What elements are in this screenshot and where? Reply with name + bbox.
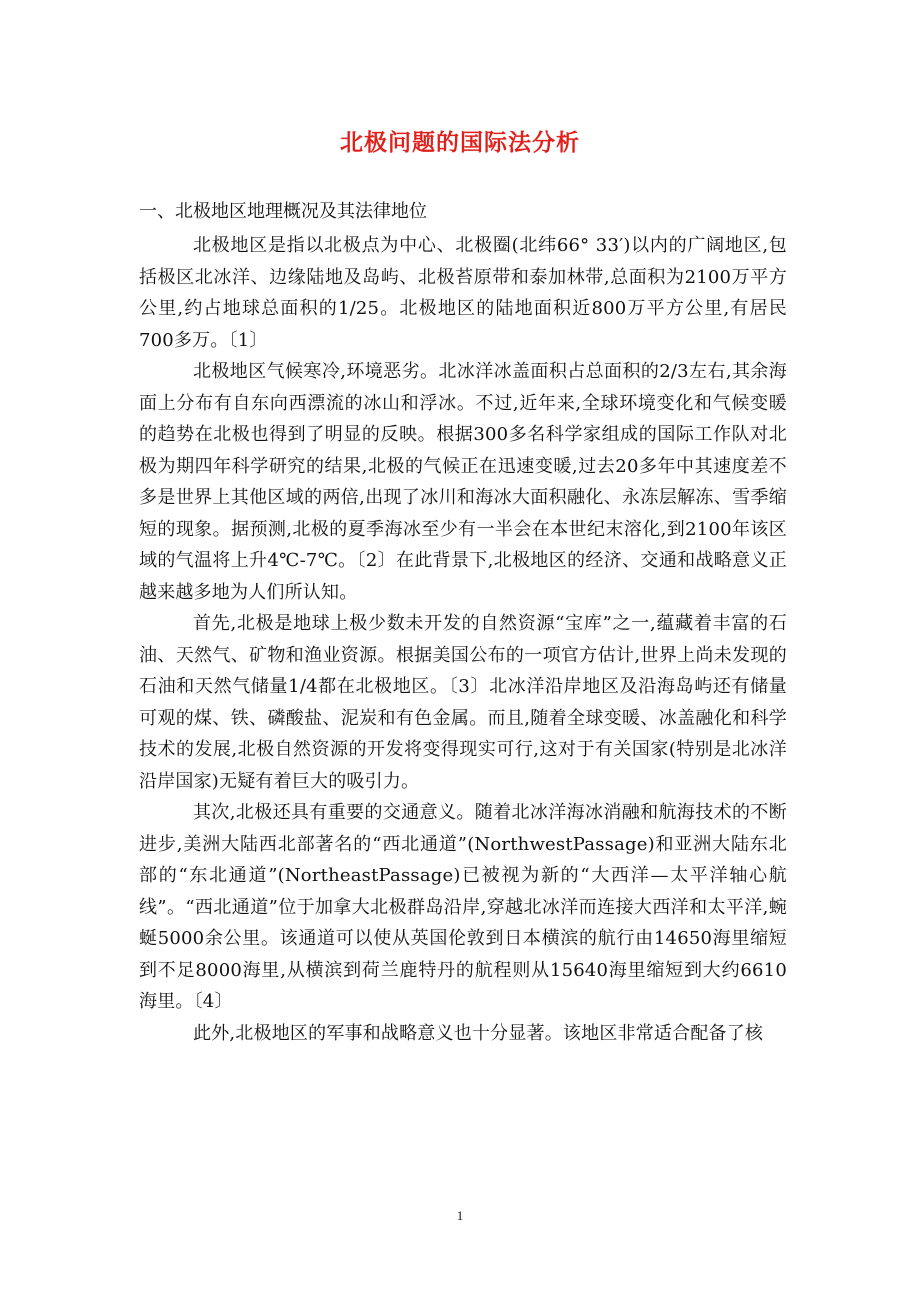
paragraph-geography: 北极地区是指以北极点为中心、北极圈(北纬66° 33′)以内的广阔地区,包括极区北冰洋、边缘陆地及岛屿、北极苔原带和泰加林带,总面积为2100万平方公里,约占地球总面积的1/25。北极地区的陆地面积近800万平方公里,有居民700多万。〔1〕 — [139, 235, 787, 351]
paragraph-resources: 首先,北极是地球上极少数未开发的自然资源“宝库”之一,蕴藏着丰富的石油、天然气、矿物和渔业资源。根据美国公布的一项官方估计,世界上尚未发现的石油和天然气储量1/4都在北极地区。〔3〕北冰洋沿岸地区及沿海岛屿还有储量可观的煤、铁、磷酸盐、泥炭和有色金属。而且,随着全球变暖、冰盖融化和科学技术的发展,北极自然资源的开发将变得现实可行,这对于有关国家(特别是北冰洋沿岸国家)无疑有着巨大的吸引力。 — [139, 613, 787, 792]
page-number: 1 — [456, 1208, 464, 1223]
page-title: 北极问题的国际法分析 — [340, 130, 580, 156]
paragraph-climate: 北极地区气候寒冷,环境恶劣。北冰洋冰盖面积占总面积的2/3左右,其余海面上分布有自东向西漂流的冰山和浮冰。不过,近年来,全球环境变化和气候变暖的趋势在北极也得到了明显的反映。根据300多名科学家组成的国际工作队对北极为期四年科学研究的结果,北极的气候正在迅速变暖,过去20多年中其速度差不多是世界上其他区域的两倍,出现了冰川和海冰大面积融化、永冻层解冻、雪季缩短的现象。据预测,北极的夏季海冰至少有一半会在本世纪末溶化,到2100年该区域的气温将上升4℃-7℃。〔2〕在此背景下,北极地区的经济、交通和战略意义正越来越多地为人们所认知。 — [139, 361, 787, 603]
paragraph-transport: 其次,北极还具有重要的交通意义。随着北冰洋海冰消融和航海技术的不断进步,美洲大陆西北部著名的“西北通道”(NorthwestPassage)和亚洲大陆东北部的“东北通道”(NortheastPassage)已被视为新的“大西洋—太平洋轴心航线”。“西北通道”位于加拿大北极群岛沿岸,穿越北冰洋而连接大西洋和太平洋,蜿蜒5000余公里。该通道可以使从英国伦敦到日本横滨的航行由14650海里缩短到不足8000海里,从横滨到荷兰鹿特丹的航程则从15640海里缩短到大约6610海里。〔4〕 — [139, 802, 787, 1012]
document-body — [139, 196, 787, 1049]
section-heading: 一、北极地区地理概况及其法律地位 — [139, 201, 427, 222]
paragraph-military: 此外,北极地区的军事和战略意义也十分显著。该地区非常适合配备了核 — [193, 1022, 764, 1044]
